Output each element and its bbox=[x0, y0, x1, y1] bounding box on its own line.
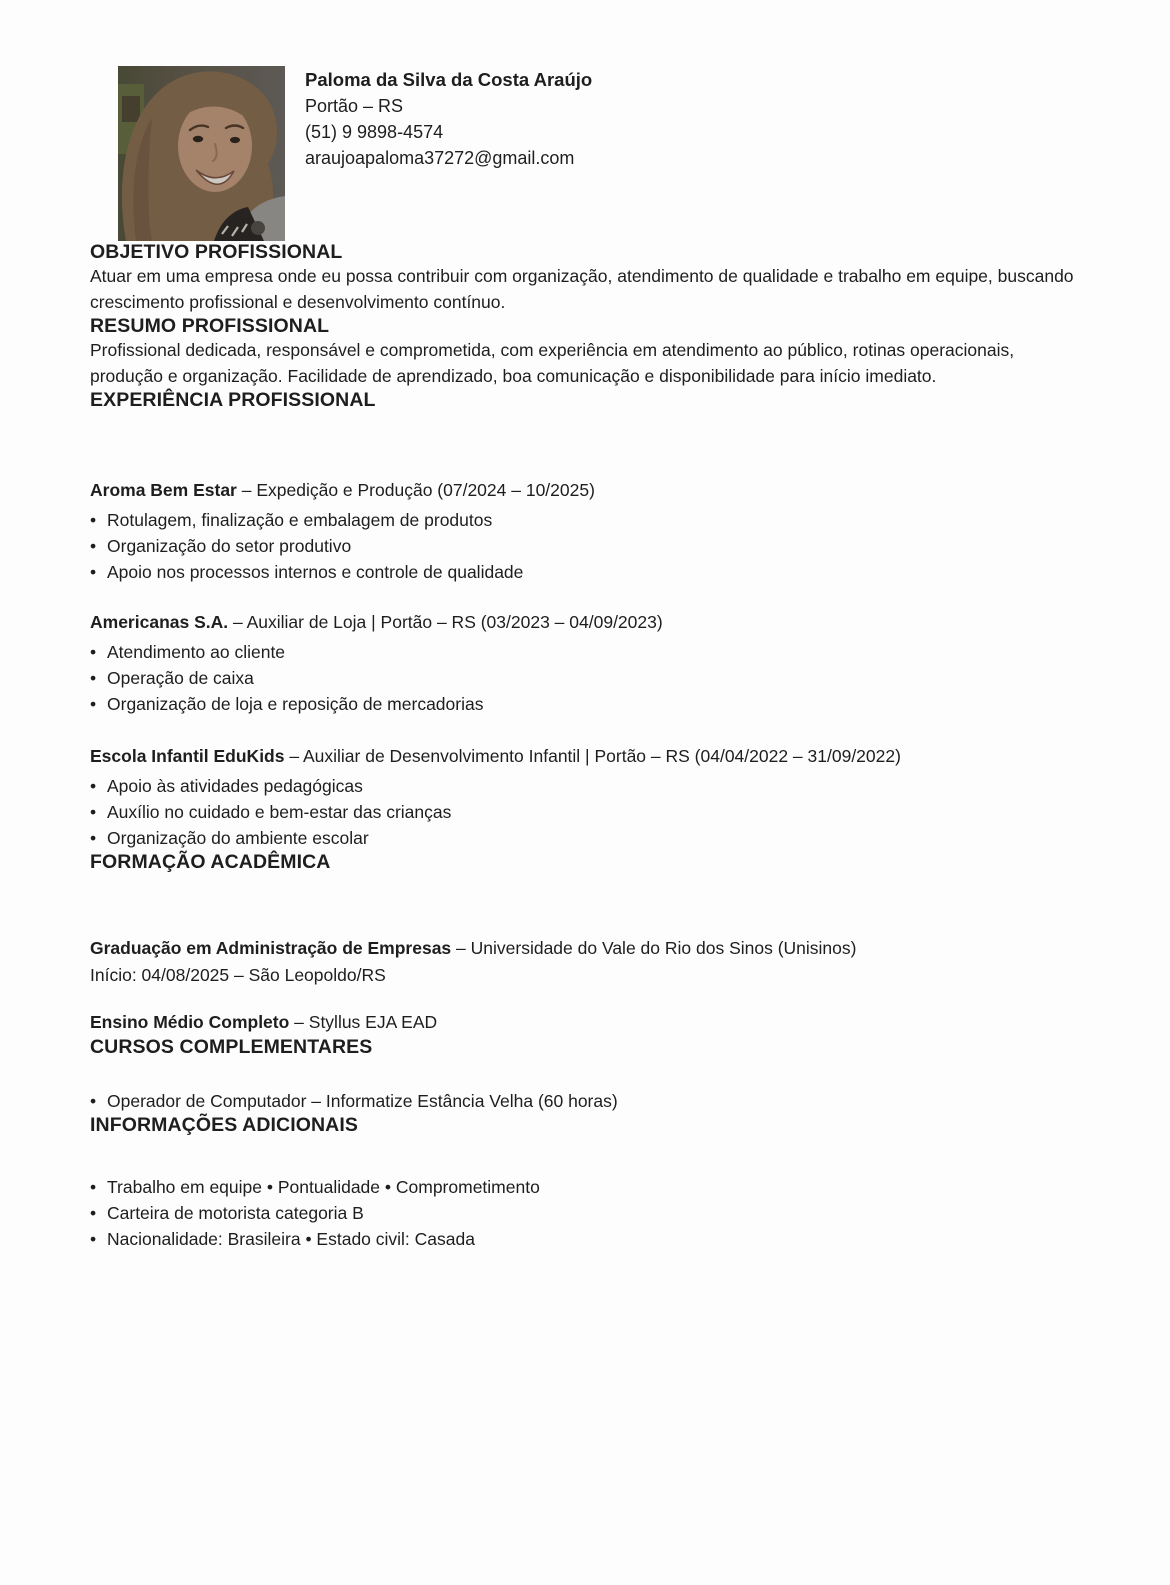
section-title-objetivo: OBJETIVO PROFISSIONAL bbox=[90, 241, 343, 263]
job-bullet: • Apoio nos processos internos e controle de qualidade bbox=[90, 559, 1082, 585]
contact-block bbox=[305, 66, 592, 171]
job-bullet: • Atendimento ao cliente bbox=[90, 639, 1082, 665]
job-bullet: • Apoio às atividades pedagógicas bbox=[90, 773, 1082, 799]
cursos-list bbox=[90, 1088, 1082, 1114]
education-degree: Graduação em Administração de Empresas bbox=[90, 938, 452, 958]
job-company: Escola Infantil EduKids bbox=[90, 746, 285, 766]
job-entry bbox=[90, 743, 1082, 851]
job-bullet: • Organização de loja e reposição de mercadorias bbox=[90, 691, 1082, 717]
job-details: – Auxiliar de Desenvolvimento Infantil | Portão – RS (04/04/2022 – 31/09/2022) bbox=[284, 746, 901, 766]
job-title bbox=[90, 477, 1082, 504]
job-company: Americanas S.A. bbox=[90, 612, 229, 632]
job-bullet: • Organização do ambiente escolar bbox=[90, 825, 1082, 851]
section-title-adicionais: INFORMAÇÕES ADICIONAIS bbox=[90, 1114, 358, 1136]
person-location: Portão – RS bbox=[305, 96, 404, 116]
education-degree: Ensino Médio Completo bbox=[90, 1012, 290, 1032]
job-details: – Auxiliar de Loja | Portão – RS (03/2023 – 04/09/2023) bbox=[228, 612, 663, 632]
job-bullet: • Auxílio no cuidado e bem-estar das crianças bbox=[90, 799, 1082, 825]
job-bullets bbox=[90, 639, 1082, 717]
profile-photo bbox=[118, 66, 285, 241]
adicionais-list bbox=[90, 1174, 1082, 1252]
section-title-cursos: CURSOS COMPLEMENTARES bbox=[90, 1036, 373, 1058]
resumo-text: Profissional dedicada, responsável e comprometida, com experiência em atendimento ao público, rotinas operacionais, produção e organização. Facilidade de aprendizado, boa comunicação e disponibilidade para início imediato. bbox=[90, 340, 1015, 386]
section-title-resumo: RESUMO PROFISSIONAL bbox=[90, 315, 330, 337]
header bbox=[118, 66, 1082, 241]
job-title bbox=[90, 743, 1082, 770]
job-bullets bbox=[90, 773, 1082, 851]
job-entry bbox=[90, 477, 1082, 585]
job-bullet: • Organização do setor produtivo bbox=[90, 533, 1082, 559]
adicional-bullet: • Carteira de motorista categoria B bbox=[90, 1200, 1082, 1226]
job-details: – Expedição e Produção (07/2024 – 10/2025) bbox=[236, 480, 595, 500]
person-email: araujoapaloma37272@gmail.com bbox=[305, 148, 575, 168]
profile-photo-illustration bbox=[118, 66, 285, 241]
job-title bbox=[90, 609, 1082, 636]
resume-content bbox=[90, 0, 1082, 1252]
adicional-bullet: • Nacionalidade: Brasileira • Estado civil: Casada bbox=[90, 1226, 1082, 1252]
job-bullet: • Operação de caixa bbox=[90, 665, 1082, 691]
education-extra: Início: 04/08/2025 – São Leopoldo/RS bbox=[90, 965, 386, 985]
job-entry bbox=[90, 609, 1082, 717]
job-bullet: • Rotulagem, finalização e embalagem de produtos bbox=[90, 507, 1082, 533]
adicional-bullet: • Trabalho em equipe • Pontualidade • Comprometimento bbox=[90, 1174, 1082, 1200]
job-company: Aroma Bem Estar bbox=[90, 480, 237, 500]
education-details: – Universidade do Vale do Rio dos Sinos (Unisinos) bbox=[451, 938, 857, 958]
education-entry bbox=[90, 1009, 1082, 1036]
job-bullets bbox=[90, 507, 1082, 585]
section-title-formacao: FORMAÇÃO ACADÊMICA bbox=[90, 851, 331, 873]
objetivo-text: Atuar em uma empresa onde eu possa contribuir com organização, atendimento de qualidade e trabalho em equipe, buscando crescimento profissional e desenvolvimento contínuo. bbox=[90, 266, 1074, 312]
education-title bbox=[90, 1009, 1082, 1036]
education-title bbox=[90, 935, 1082, 962]
education-details: – Styllus EJA EAD bbox=[289, 1012, 438, 1032]
person-phone: (51) 9 9898-4574 bbox=[305, 122, 444, 142]
education-entry bbox=[90, 935, 1082, 989]
section-title-experiencia: EXPERIÊNCIA PROFISSIONAL bbox=[90, 389, 376, 411]
curso-bullet: • Operador de Computador – Informatize Estância Velha (60 horas) bbox=[90, 1088, 1082, 1114]
person-name: Paloma da Silva da Costa Araújo bbox=[305, 69, 593, 90]
